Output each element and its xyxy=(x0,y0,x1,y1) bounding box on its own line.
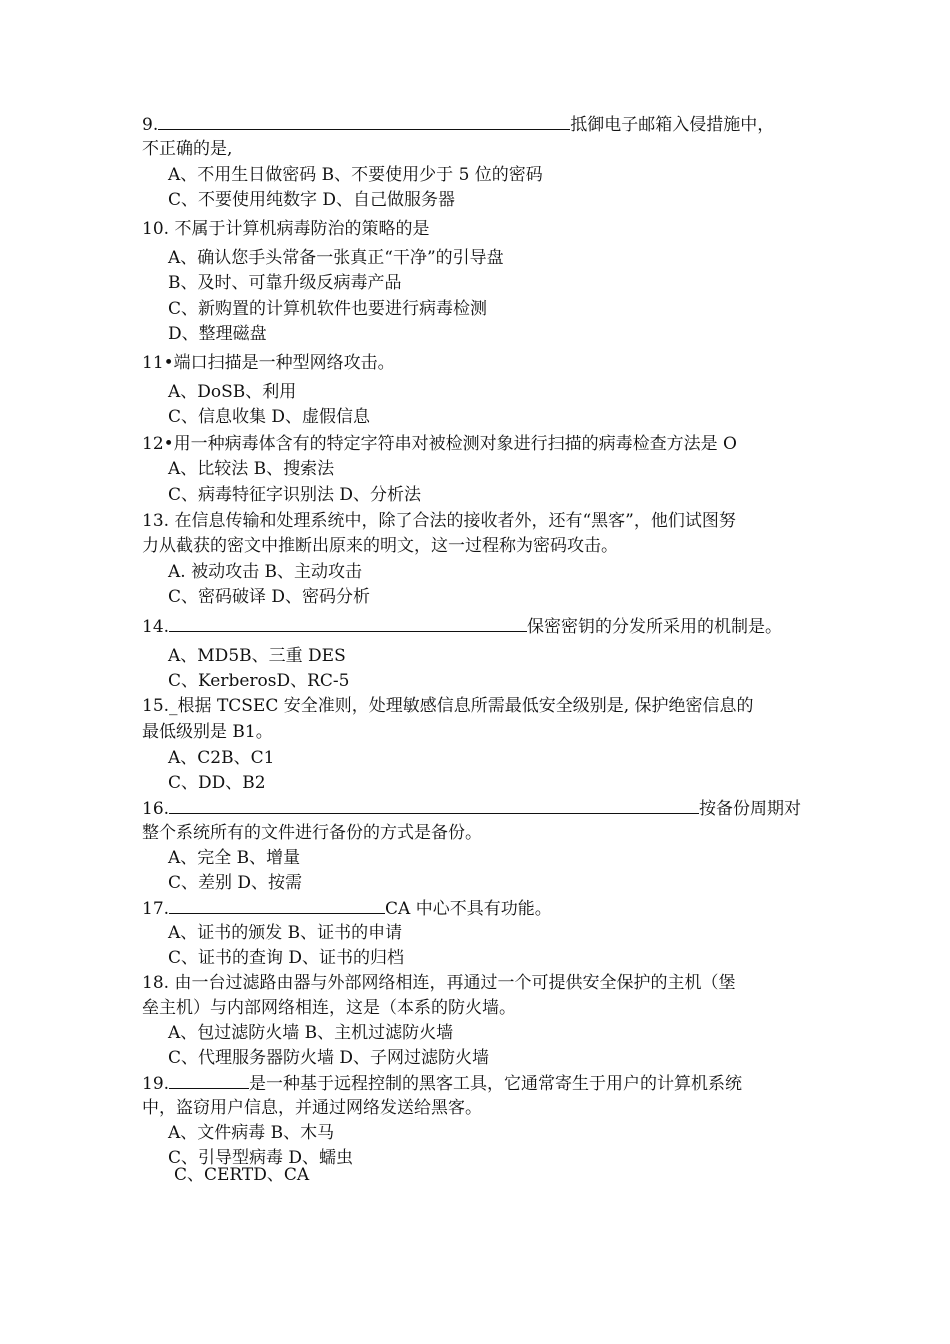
question-11-line-1: 11•端口扫描是一种型网络攻击。 xyxy=(142,353,395,373)
question-13-line-2: 力从截获的密文中推断出原来的明文，这一过程称为密码攻击。 xyxy=(142,536,618,556)
answer-blank xyxy=(169,1073,249,1089)
question-text: CA 中心不具有功能。 xyxy=(385,899,552,919)
question-15-option-row-2: C、DD、B2 xyxy=(168,773,266,793)
question-15-option-row-1: A、C2B、C1 xyxy=(168,748,275,768)
question-10-option-row-3: C、新购置的计算机软件也要进行病毒检测 xyxy=(168,299,488,319)
question-14-line-1 xyxy=(142,616,782,638)
question-9-option-row-2: C、不要使用纯数字 D、自己做服务器 xyxy=(168,190,456,210)
question-19-option-row-2: C、引导型病毒 D、蠕虫 xyxy=(168,1148,354,1168)
question-9-line-2: 不正确的是, xyxy=(142,139,233,159)
question-text: 是一种基于远程控制的黑客工具，它通常寄生于用户的计算机系统 xyxy=(249,1074,743,1094)
question-13-option-row-1: A. 被动攻击 B、主动攻击 xyxy=(168,562,362,582)
question-17-option-row-1: A、证书的颁发 B、证书的申请 xyxy=(168,923,403,943)
question-9-line-1 xyxy=(142,114,774,136)
question-number: 19. xyxy=(142,1074,170,1094)
question-11-option-row-1: A、DoSB、利用 xyxy=(168,382,297,402)
question-19-line-1 xyxy=(142,1073,742,1095)
question-18-option-row-1: A、包过滤防火墙 B、主机过滤防火墙 xyxy=(168,1023,454,1043)
answer-blank xyxy=(158,114,570,130)
answer-blank xyxy=(169,898,385,914)
question-19-option-row-1: A、文件病毒 B、木马 xyxy=(168,1123,335,1143)
question-18-option-row-2: C、代理服务器防火墙 D、子网过滤防火墙 xyxy=(168,1048,490,1068)
answer-blank xyxy=(169,798,699,814)
question-14-option-row-1: A、MD5B、三重 DES xyxy=(168,646,346,666)
question-10-option-row-1: A、确认您手头常备一张真正“干净”的引导盘 xyxy=(168,248,504,268)
question-19-line-2: 中，盗窃用户信息，并通过网络发送给黑客。 xyxy=(142,1098,482,1118)
question-16-option-row-2: C、差别 D、按需 xyxy=(168,873,303,893)
question-12-option-row-2: C、病毒特征字识别法 D、分析法 xyxy=(168,485,422,505)
question-17-line-1 xyxy=(142,898,552,920)
question-number: 17. xyxy=(142,899,170,919)
question-18-line-2: 垒主机）与内部网络相连，这是（本系的防火墙。 xyxy=(142,998,516,1018)
question-number: 9. xyxy=(142,115,159,135)
question-text: 抵御电子邮箱入侵措施中， xyxy=(570,115,775,135)
answer-blank xyxy=(169,616,527,632)
question-13-line-1: 13. 在信息传输和处理系统中，除了合法的接收者外，还有“黑客”，他们试图努 xyxy=(142,511,736,531)
question-17-option-row-2: C、证书的查询 D、证书的归档 xyxy=(168,948,405,968)
question-12-line-1: 12•用一种病毒体含有的特定字符串对被检测对象进行扫描的病毒检查方法是 O xyxy=(142,434,737,454)
question-text: 按备份周期对 xyxy=(699,799,802,819)
question-18-line-1: 18. 由一台过滤路由器与外部网络相连，再通过一个可提供安全保护的主机（堡 xyxy=(142,973,736,993)
trailing-option-row: C、CERTD、CA xyxy=(174,1165,310,1185)
question-12-option-row-1: A、比较法 B、搜索法 xyxy=(168,459,335,479)
question-13-option-row-2: C、密码破译 D、密码分析 xyxy=(168,587,371,607)
question-14-option-row-2: C、KerberosD、RC-5 xyxy=(168,671,350,691)
question-10-line-1: 10. 不属于计算机病毒防治的策略的是 xyxy=(142,219,430,239)
question-10-option-row-4: D、整理磁盘 xyxy=(168,324,267,344)
question-16-line-2: 整个系统所有的文件进行备份的方式是备份。 xyxy=(142,823,482,843)
question-9-option-row-1: A、不用生日做密码 B、不要使用少于 5 位的密码 xyxy=(168,165,543,185)
question-10-option-row-2: B、及时、可靠升级反病毒产品 xyxy=(168,273,402,293)
question-11-option-row-2: C、信息收集 D、虚假信息 xyxy=(168,407,371,427)
question-number: 14. xyxy=(142,617,170,637)
question-15-line-2: 最低级别是 B1。 xyxy=(142,722,273,742)
question-text: 保密密钥的分发所采用的机制是。 xyxy=(527,617,783,637)
question-number: 16. xyxy=(142,799,170,819)
question-16-option-row-1: A、完全 B、增量 xyxy=(168,848,301,868)
question-15-line-1: 15._根据 TCSEC 安全准则，处理敏感信息所需最低安全级别是, 保护绝密信息的 xyxy=(142,696,754,716)
question-16-line-1 xyxy=(142,798,801,820)
